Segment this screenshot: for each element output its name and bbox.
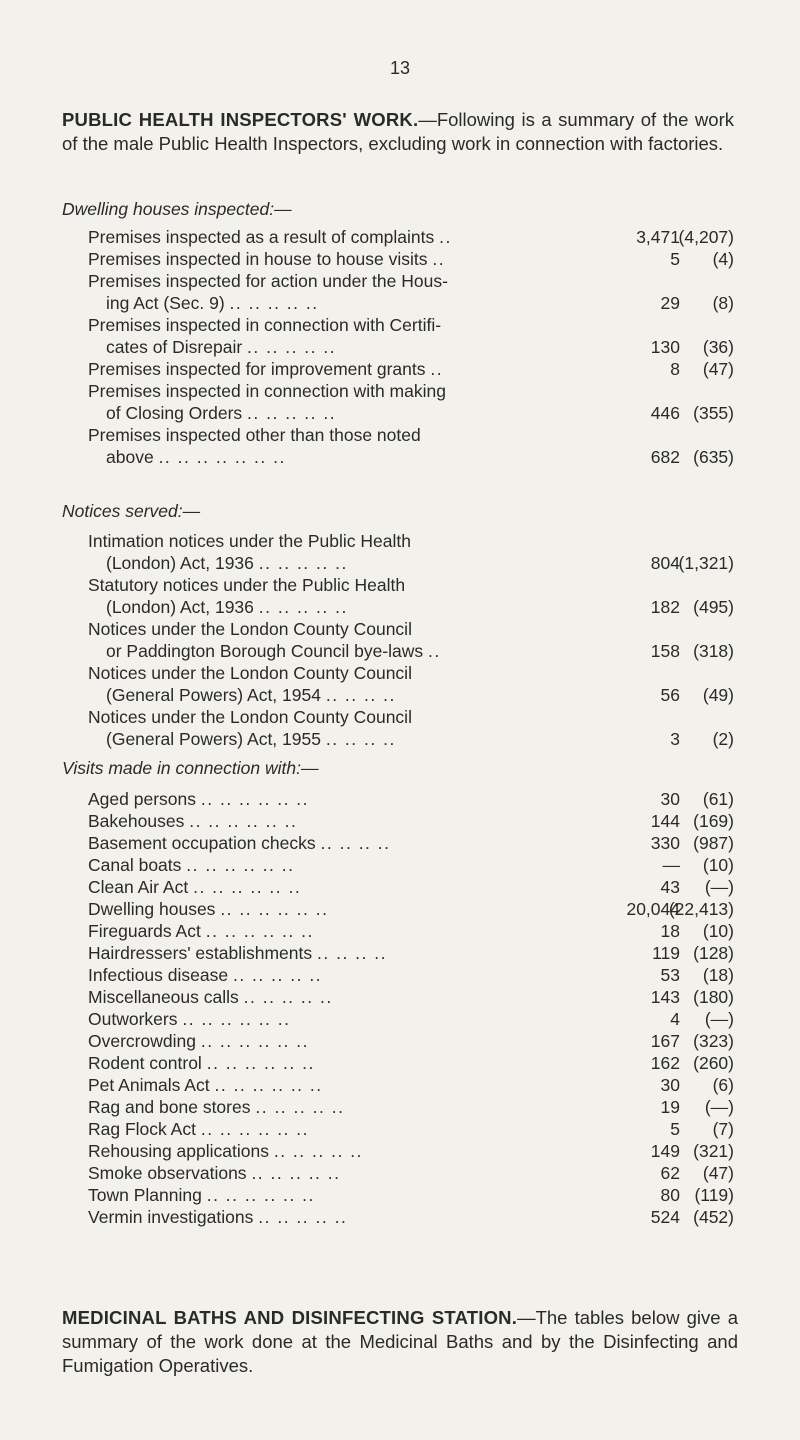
visits-row-previous-year: (128) [693,943,734,963]
visits-row-value: 524 [650,1207,680,1227]
visits-row-value: 149 [650,1141,680,1161]
visits-row-leader: .. .. .. .. .. [273,1141,363,1161]
visits-row-label [88,788,309,810]
notices-row-previous-year: (1,321) [678,553,734,573]
visits-row-line [0,1030,800,1052]
notices-row-text: Notices under the London County Council [88,663,412,683]
dwelling-heading: Dwelling houses inspected:— [62,199,292,219]
visits-row-leader: .. .. .. .. .. [251,1163,341,1183]
visits-row-leader: .. .. .. .. .. [258,1207,348,1227]
dwelling-row-label [88,314,441,336]
intro-text: —Following is a summary of the work of the male Public Health Inspectors, excluding work in connection with factories. [62,109,734,154]
visits-row-line [0,876,800,898]
visits-row-previous-year: (7) [712,1119,734,1139]
dwelling-row-leader: .. .. .. .. .. [247,403,337,423]
visits-row-leader: .. .. .. .. .. .. [206,1185,315,1205]
visits-row-previous-year: (321) [693,1141,734,1161]
visits-row-text: Bakehouses [88,811,185,831]
dwelling-row-previous-year: (47) [702,359,734,379]
dwelling-row-label [88,226,452,248]
notices-row-leader: .. [428,641,441,661]
visits-row-line [0,1074,800,1096]
visits-row-previous-year: (—) [704,1009,734,1029]
visits-row-label [88,1030,309,1052]
visits-row-label [88,942,387,964]
notices-row-label [88,530,411,552]
visits-row-label [88,1118,309,1140]
visits-row-label [88,1074,323,1096]
visits-row-text: Infectious disease [88,965,229,985]
notices-row-text: or Paddington Borough Council bye-laws [106,641,424,661]
dwelling-row-leader: .. [439,227,452,247]
closing-paragraph [62,1306,738,1378]
notices-row-text: (General Powers) Act, 1954 [106,685,321,705]
notices-row-value: 56 [660,685,680,705]
visits-row-value: 53 [660,965,680,985]
dwelling-row-value: 5 [670,249,680,269]
visits-row-leader: .. .. .. .. [320,833,391,853]
dwelling-row-value: 682 [650,447,680,467]
visits-row-value: 162 [650,1053,680,1073]
notices-row-label [88,662,412,684]
visits-row-leader: .. .. .. .. .. [243,987,333,1007]
visits-row-leader: .. .. .. .. .. .. [206,1053,315,1073]
visits-row-label [88,1008,291,1030]
visits-row-line [0,1096,800,1118]
visits-row-line [0,898,800,920]
notices-row-line [0,530,800,552]
notices-row-value: 158 [650,641,680,661]
dwelling-row-previous-year: (4) [712,249,734,269]
notices-row-line [0,640,800,662]
visits-row-leader: .. .. .. .. [317,943,387,963]
visits-row-line [0,1140,800,1162]
visits-row-leader: .. .. .. .. .. .. [200,1031,309,1051]
dwelling-row-text: Premises inspected for action under the Hous- [88,271,448,291]
dwelling-row-text: cates of Disrepair [106,337,243,357]
dwelling-row-leader: .. .. .. .. .. [229,293,319,313]
dwelling-row-leader: .. [432,249,446,269]
visits-row-value: 30 [660,789,680,809]
visits-row-leader: .. .. .. .. .. .. [200,1119,309,1139]
visits-row-text: Aged persons [88,789,196,809]
dwelling-row-previous-year: (36) [702,337,734,357]
visits-row-line [0,920,800,942]
dwelling-row-label [106,446,286,468]
dwelling-row-label [88,248,445,270]
visits-row-line [0,788,800,810]
notices-row-label [106,552,348,574]
notices-row-leader: .. .. .. .. [325,685,396,705]
visits-row-value: 30 [660,1075,680,1095]
dwelling-row-text: of Closing Orders [106,403,243,423]
dwelling-row-value: 130 [650,337,680,357]
notices-row-label [88,574,405,596]
notices-row-label [106,596,348,618]
notices-row-previous-year: (2) [712,729,734,749]
visits-row-previous-year: (10) [702,921,734,941]
intro-paragraph [62,108,734,156]
notices-row-previous-year: (495) [693,597,734,617]
visits-row-label [88,1052,315,1074]
notices-row-previous-year: (318) [693,641,734,661]
visits-row-label [88,832,391,854]
notices-row-line [0,706,800,728]
notices-heading: Notices served:— [62,501,201,521]
visits-row-text: Hairdressers' establishments [88,943,313,963]
visits-row-text: Canal boats [88,855,182,875]
dwelling-row-value: 3,471 [636,227,680,247]
notices-row-text: Statutory notices under the Public Health [88,575,406,595]
visits-row-line [0,854,800,876]
visits-row-value: 20,044 [626,899,680,919]
visits-row-value: — [662,855,680,875]
notices-row-line [0,596,800,618]
visits-row-leader: .. .. .. .. .. .. [189,811,298,831]
notices-row-line [0,618,800,640]
visits-row-value: 43 [660,877,680,897]
visits-row-value: 144 [650,811,680,831]
dwelling-row-leader: .. .. .. .. .. .. .. [158,447,286,467]
visits-row-line [0,986,800,1008]
visits-row-line [0,942,800,964]
notices-row-leader: .. .. .. .. [325,729,396,749]
notices-row-label [106,640,441,662]
dwelling-row-text: Premises inspected as a result of complaints [88,227,435,247]
dwelling-row-text: Premises inspected in connection with making [88,381,446,401]
visits-row-previous-year: (180) [693,987,734,1007]
visits-row-text: Pet Animals Act [88,1075,210,1095]
visits-row-label [88,854,294,876]
dwelling-row-label [88,424,421,446]
visits-row-leader: .. .. .. .. .. .. [200,789,310,809]
notices-row-line [0,552,800,574]
visits-row-value: 4 [670,1009,680,1029]
visits-row-text: Basement occupation checks [88,833,316,853]
notices-row-text: Notices under the London County Council [88,707,412,727]
dwelling-row-line [0,402,800,424]
visits-heading: Visits made in connection with:— [62,758,319,778]
notices-row-line [0,662,800,684]
visits-row-leader: .. .. .. .. .. .. [214,1075,323,1095]
visits-row-leader: .. .. .. .. .. .. [205,921,314,941]
visits-row-value: 143 [650,987,680,1007]
visits-row-previous-year: (18) [702,965,734,985]
visits-row-label [88,964,322,986]
dwelling-row-label [88,358,443,380]
visits-row-label [88,810,297,832]
dwelling-row-label [106,336,336,358]
visits-row-line [0,1118,800,1140]
visits-row-text: Rehousing applications [88,1141,269,1161]
visits-row-value: 119 [652,943,680,963]
dwelling-table [0,226,800,468]
dwelling-row-text: Premises inspected in connection with Certifi- [88,315,442,335]
visits-row-line [0,810,800,832]
dwelling-row-previous-year: (635) [693,447,734,467]
visits-row-label [88,1162,341,1184]
visits-row-label [88,1140,363,1162]
dwelling-row-text: above [106,447,154,467]
visits-row-text: Town Planning [88,1185,202,1205]
visits-row-text: Rag and bone stores [88,1097,251,1117]
visits-row-value: 19 [660,1097,680,1117]
dwelling-row-label [88,380,446,402]
visits-row-line [0,964,800,986]
notices-row-label [88,618,412,640]
visits-row-value: 18 [660,921,680,941]
visits-row-previous-year: (987) [693,833,734,853]
notices-row-leader: .. .. .. .. .. [258,597,348,617]
closing-text: —The tables below give a summary of the work done at the Medicinal Baths and by the Disinfecting and Fumigation Operatives. [62,1307,738,1376]
dwelling-row-value: 446 [650,403,680,423]
dwelling-row-line [0,446,800,468]
visits-row-label [88,986,333,1008]
visits-row-text: Miscellaneous calls [88,987,239,1007]
dwelling-row-text: Premises inspected other than those noted [88,425,421,445]
visits-row-text: Rag Flock Act [88,1119,196,1139]
dwelling-row-line [0,424,800,446]
dwelling-row-line [0,270,800,292]
closing-heading: MEDICINAL BATHS AND DISINFECTING STATION. [62,1307,518,1328]
dwelling-row-line [0,314,800,336]
visits-row-line [0,832,800,854]
visits-row-line [0,1184,800,1206]
visits-row-label [88,920,314,942]
visits-row-previous-year: (61) [702,789,734,809]
dwelling-row-value: 8 [670,359,680,379]
dwelling-row-leader: .. [430,359,444,379]
notices-table [0,530,800,750]
visits-row-previous-year: (260) [693,1053,734,1073]
dwelling-row-line [0,336,800,358]
notices-row-previous-year: (49) [702,685,734,705]
dwelling-row-line [0,292,800,314]
visits-row-value: 80 [660,1185,680,1205]
dwelling-row-previous-year: (8) [712,293,734,313]
dwelling-row-line [0,226,800,248]
dwelling-row-text: ing Act (Sec. 9) [106,293,225,313]
notices-row-value: 182 [650,597,680,617]
visits-row-leader: .. .. .. .. .. .. [186,855,295,875]
visits-row-text: Clean Air Act [88,877,189,897]
visits-row-previous-year: (169) [693,811,734,831]
visits-row-label [88,876,301,898]
visits-row-value: 62 [660,1163,680,1183]
notices-row-leader: .. .. .. .. .. [258,553,348,573]
dwelling-row-line [0,248,800,270]
notices-row-value: 804 [650,553,680,573]
dwelling-row-leader: .. .. .. .. .. [247,337,337,357]
visits-row-text: Rodent control [88,1053,202,1073]
dwelling-row-value: 29 [660,293,680,313]
visits-row-text: Vermin investigations [88,1207,254,1227]
visits-row-value: 167 [650,1031,680,1051]
visits-row-label [88,898,328,920]
visits-row-value: 330 [650,833,680,853]
dwelling-row-text: Premises inspected for improvement grants [88,359,426,379]
dwelling-row-label [106,402,336,424]
visits-row-previous-year: (—) [704,877,734,897]
visits-row-label [88,1206,347,1228]
visits-row-previous-year: (452) [693,1207,734,1227]
notices-row-label [88,706,412,728]
visits-row-line [0,1162,800,1184]
dwelling-row-previous-year: (355) [693,403,734,423]
visits-row-leader: .. .. .. .. .. .. [193,877,302,897]
visits-row-previous-year: (10) [702,855,734,875]
notices-row-text: (London) Act, 1936 [106,597,254,617]
notices-row-label [106,684,396,706]
dwelling-row-line [0,380,800,402]
dwelling-row-label [88,270,448,292]
notices-row-line [0,684,800,706]
visits-row-leader: .. .. .. .. .. .. [220,899,329,919]
visits-table [0,788,800,1228]
dwelling-row-previous-year: (4,207) [678,227,734,247]
visits-row-previous-year: (119) [694,1185,734,1205]
visits-row-text: Dwelling houses [88,899,216,919]
page-number: 13 [389,58,411,78]
visits-row-label [88,1184,315,1206]
visits-row-value: 5 [670,1119,680,1139]
notices-row-text: (London) Act, 1936 [106,553,254,573]
visits-row-previous-year: (47) [702,1163,734,1183]
visits-row-text: Outworkers [88,1009,178,1029]
visits-row-previous-year: (22,413) [668,899,734,919]
visits-row-label [88,1096,344,1118]
dwelling-row-line [0,358,800,380]
visits-row-previous-year: (—) [704,1097,734,1117]
notices-row-text: Intimation notices under the Public Health [88,531,411,551]
visits-row-text: Fireguards Act [88,921,201,941]
visits-row-leader: .. .. .. .. .. .. [182,1009,291,1029]
notices-row-line [0,728,800,750]
notices-row-line [0,574,800,596]
visits-row-line [0,1008,800,1030]
visits-row-previous-year: (6) [712,1075,734,1095]
notices-row-text: Notices under the London County Council [88,619,412,639]
visits-row-leader: .. .. .. .. .. [232,965,323,985]
notices-row-value: 3 [670,729,680,749]
visits-row-previous-year: (323) [693,1031,734,1051]
visits-row-leader: .. .. .. .. .. [255,1097,345,1117]
visits-row-text: Overcrowding [88,1031,196,1051]
dwelling-row-label [106,292,319,314]
notices-row-text: (General Powers) Act, 1955 [106,729,321,749]
visits-row-line [0,1206,800,1228]
intro-heading: PUBLIC HEALTH INSPECTORS' WORK. [62,109,419,130]
notices-row-label [106,728,396,750]
dwelling-row-text: Premises inspected in house to house visits [88,249,428,269]
visits-row-text: Smoke observations [88,1163,247,1183]
visits-row-line [0,1052,800,1074]
